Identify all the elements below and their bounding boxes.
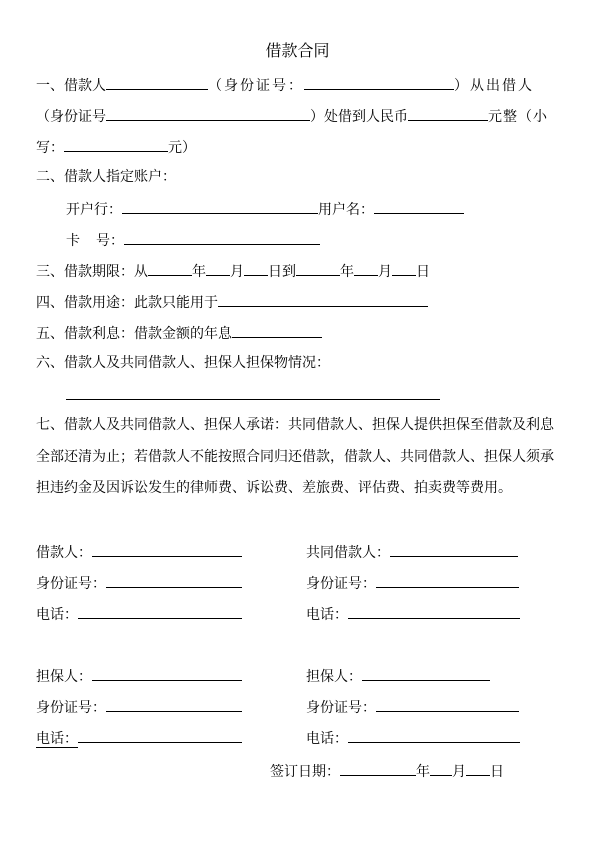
- end-year-blank[interactable]: [296, 260, 340, 276]
- bank-label: 开户行：: [66, 202, 122, 218]
- section1-close-from: ）从出借人: [454, 78, 534, 94]
- sign-year-blank[interactable]: [340, 760, 416, 776]
- start-year-blank[interactable]: [148, 260, 192, 276]
- section1-borrow-rmb: ）处借到人民币: [310, 109, 408, 125]
- start-month-label: 月: [230, 264, 244, 280]
- guarantor2-phone-line: [306, 727, 520, 747]
- start-year-label: 年: [192, 264, 206, 280]
- guarantor2-id-line: [306, 696, 519, 716]
- guarantor1-label: 担保人：: [36, 669, 92, 685]
- borrower-phone-label: 电话：: [36, 607, 78, 623]
- sign-date-label: 签订日期：: [270, 764, 340, 780]
- borrower-id-blank[interactable]: [304, 74, 454, 90]
- section6-blank-line: [66, 384, 440, 404]
- section3-line: [36, 260, 430, 280]
- guarantor2-phone-label: 电话：: [306, 731, 348, 747]
- bank-blank[interactable]: [122, 198, 318, 214]
- section7-paragraph: 七、借款人及共同借款人、担保人承诺：共同借款人、担保人提供担保至借款及利息全部还清为止；若借款人不能按照合同归还借款，借款人、共同借款人、担保人须承担违约金及因诉讼发生的律师费、诉讼费、差旅费、评估费、拍卖费等费用。: [36, 417, 554, 496]
- guarantor1-id-label: 身份证号：: [36, 700, 106, 716]
- section1-line2: [36, 105, 548, 125]
- section1-id-open: （身份证号：: [208, 78, 304, 94]
- start-month-blank[interactable]: [206, 260, 230, 276]
- guarantor1-phone-line: [36, 727, 242, 747]
- borrower-id-label: 身份证号：: [36, 576, 106, 592]
- sign-month-label: 月: [452, 764, 466, 780]
- guarantor1-sign-blank[interactable]: [92, 665, 242, 681]
- lender-id-blank[interactable]: [106, 105, 310, 121]
- co-borrower-phone-blank[interactable]: [348, 603, 520, 619]
- borrower-name-blank[interactable]: [106, 74, 208, 90]
- co-borrower-id-line: [306, 572, 519, 592]
- sign-date-line: [270, 760, 504, 780]
- co-borrower-phone-label: 电话：: [306, 607, 348, 623]
- borrower-sign-blank[interactable]: [92, 541, 242, 557]
- username-blank[interactable]: [374, 198, 464, 214]
- borrower-id-line: [36, 572, 242, 592]
- section3-prefix: 三、借款期限：从: [36, 264, 148, 280]
- guarantor2-phone-blank[interactable]: [348, 727, 520, 743]
- guarantor1-id-line: [36, 696, 242, 716]
- sign-month-blank[interactable]: [430, 760, 452, 776]
- card-label-ka: 卡: [66, 233, 80, 249]
- guarantor1-phone-label: 电话：: [36, 731, 78, 747]
- borrower-label: 借款人：: [36, 545, 92, 561]
- guarantor2-label: 担保人：: [306, 669, 362, 685]
- guarantor2-sign-line: [306, 665, 490, 685]
- section2-card-line: [66, 229, 320, 249]
- card-number-blank[interactable]: [124, 229, 320, 245]
- borrower-sign-line: [36, 541, 242, 561]
- section1-xie: 写：: [36, 140, 64, 156]
- section1-lender-id: （身份证号: [36, 109, 106, 125]
- borrower-phone-line: [36, 603, 242, 623]
- guarantor1-id-blank[interactable]: [106, 696, 242, 712]
- co-borrower-id-blank[interactable]: [376, 572, 519, 588]
- sign-year-label: 年: [416, 764, 430, 780]
- co-borrower-sign-blank[interactable]: [390, 541, 518, 557]
- borrower-phone-blank[interactable]: [78, 603, 242, 619]
- guarantor2-sign-blank[interactable]: [362, 665, 490, 681]
- guarantor2-id-label: 身份证号：: [306, 700, 376, 716]
- card-label-hao: 号：: [96, 233, 124, 249]
- username-label: 用户名：: [318, 202, 374, 218]
- section6-heading: 六、借款人及共同借款人、担保人担保物情况：: [36, 355, 330, 371]
- sign-day-label: 日: [490, 764, 504, 780]
- co-borrower-sign-line: [306, 541, 518, 561]
- guarantor2-id-blank[interactable]: [376, 696, 519, 712]
- loan-purpose-blank[interactable]: [218, 291, 428, 307]
- end-day-label: 日: [416, 264, 430, 280]
- section1-line1: [36, 74, 534, 94]
- borrower-id-sign-blank[interactable]: [106, 572, 242, 588]
- co-borrower-id-label: 身份证号：: [306, 576, 376, 592]
- co-borrower-label: 共同借款人：: [306, 545, 390, 561]
- section1-yuan-whole: 元整（小: [488, 109, 548, 125]
- start-day-to-label: 日到: [268, 264, 296, 280]
- amount-lowercase-blank[interactable]: [64, 136, 168, 152]
- section5-text: 五、借款利息：借款金额的年息: [36, 326, 232, 342]
- contract-title: 借款合同: [265, 41, 330, 60]
- section4-text: 四、借款用途：此款只能用于: [36, 295, 218, 311]
- section5-line: [36, 322, 322, 342]
- end-month-blank[interactable]: [354, 260, 378, 276]
- start-day-blank[interactable]: [244, 260, 268, 276]
- co-borrower-phone-line: [306, 603, 520, 623]
- section1-prefix: 一、借款人: [36, 78, 106, 94]
- end-year-label: 年: [340, 264, 354, 280]
- sign-day-blank[interactable]: [466, 760, 490, 776]
- amount-uppercase-blank[interactable]: [408, 105, 488, 121]
- guarantor1-phone-blank[interactable]: [78, 727, 242, 743]
- section1-line3: [36, 136, 196, 156]
- section2-heading: 二、借款人指定账户：: [36, 169, 176, 185]
- guarantor1-sign-line: [36, 665, 242, 685]
- interest-rate-blank[interactable]: [232, 322, 322, 338]
- end-day-blank[interactable]: [392, 260, 416, 276]
- section4-line: [36, 291, 428, 311]
- section2-bank-line: [66, 198, 464, 218]
- collateral-blank[interactable]: [66, 384, 440, 400]
- end-month-label: 月: [378, 264, 392, 280]
- section1-yuan-close: 元）: [168, 140, 196, 156]
